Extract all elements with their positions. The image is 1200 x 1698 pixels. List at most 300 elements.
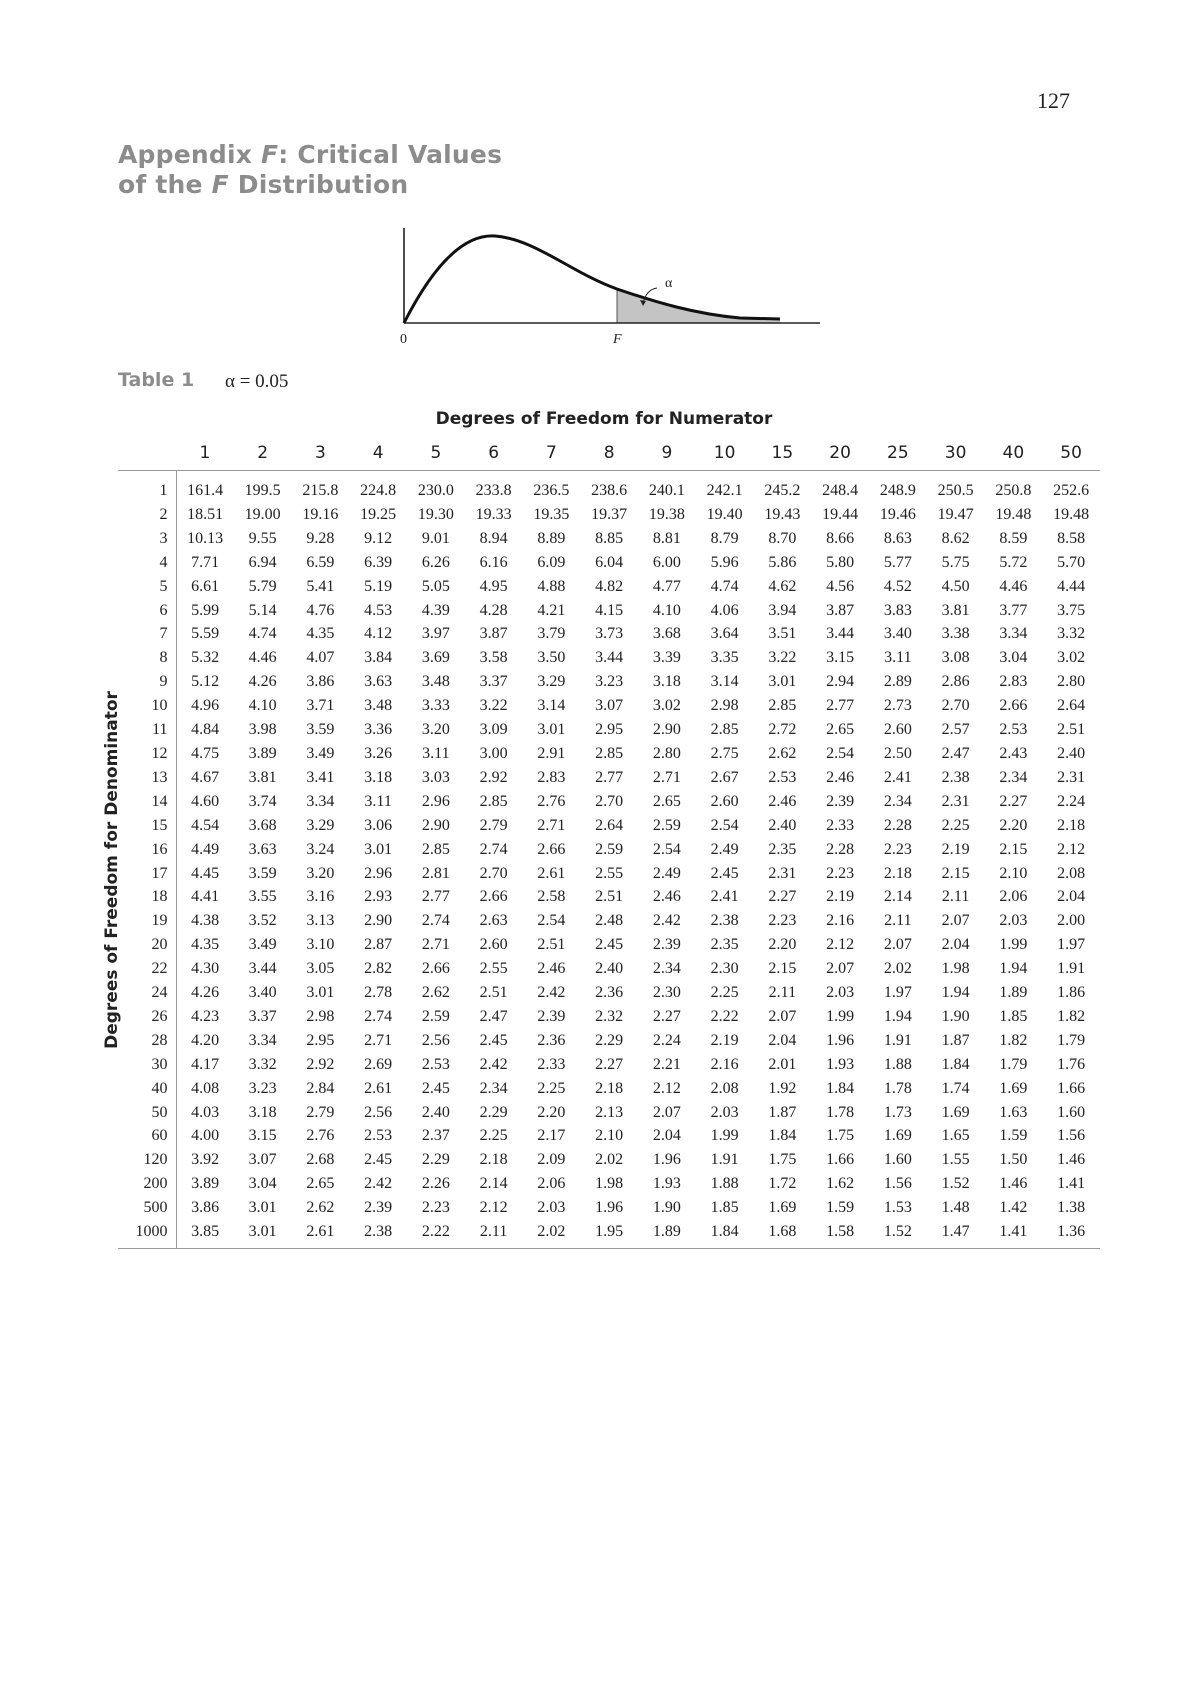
table-cell: 1.53	[883, 1199, 912, 1217]
table-cell: 19.47	[937, 505, 974, 523]
table-cell: 2.19	[941, 840, 970, 858]
table-cell: 2.01	[768, 1055, 797, 1073]
table-cell: 2.65	[826, 721, 855, 739]
table-cell: 4.10	[652, 601, 681, 619]
table-cell: 2.20	[768, 936, 797, 954]
f-distribution-figure	[395, 222, 825, 357]
table-cell: 2.71	[364, 1031, 393, 1049]
row-header-df: 7	[118, 622, 176, 646]
table-cell: 2.04	[768, 1031, 797, 1049]
table-cell: 2.34	[479, 1079, 508, 1097]
column-header-13: 30	[927, 436, 985, 471]
column-header-4: 5	[407, 436, 465, 471]
table-cell: 3.68	[652, 625, 681, 643]
table-cell: 1.78	[883, 1079, 912, 1097]
table-row	[118, 1196, 1100, 1220]
table-cell: 3.06	[364, 816, 393, 834]
row-header-df: 30	[118, 1053, 176, 1077]
table-cell: 4.23	[191, 1007, 220, 1025]
column-header-8: 9	[638, 436, 696, 471]
table-cell: 2.49	[710, 840, 739, 858]
table-cell: 2.51	[595, 888, 624, 906]
table-cell: 1.72	[768, 1175, 797, 1193]
table-cell: 1.87	[768, 1103, 797, 1121]
table-cell: 19.00	[244, 505, 281, 523]
table-cell: 2.14	[883, 888, 912, 906]
table-cell: 3.87	[479, 625, 508, 643]
table-cell: 2.72	[768, 721, 797, 739]
table-cell: 3.84	[364, 649, 393, 667]
table-cell: 3.63	[364, 673, 393, 691]
table-cell: 1.56	[1057, 1127, 1086, 1145]
table-cell: 2.66	[479, 888, 508, 906]
table-cell: 4.52	[883, 577, 912, 595]
table-cell: 9.28	[306, 529, 335, 547]
table-cell: 2.62	[421, 984, 450, 1002]
table-cell: 3.51	[768, 625, 797, 643]
table-cell: 2.70	[941, 697, 970, 715]
table-cell: 1.79	[1057, 1031, 1086, 1049]
table-cell: 4.35	[191, 936, 220, 954]
table-row	[118, 885, 1100, 909]
table-cell: 2.96	[421, 792, 450, 810]
column-header-10: 15	[754, 436, 812, 471]
table-cell: 3.64	[710, 625, 739, 643]
table-row	[118, 1124, 1100, 1148]
table-cell: 3.83	[883, 601, 912, 619]
table-cell: 2.45	[421, 1079, 450, 1097]
table-row	[118, 862, 1100, 886]
table-cell: 2.12	[652, 1079, 681, 1097]
row-header-df: 1000	[118, 1220, 176, 1248]
table-cell: 3.59	[248, 864, 277, 882]
table-cell: 1.68	[754, 1220, 812, 1248]
row-header-df: 60	[118, 1124, 176, 1148]
table-cell: 3.23	[248, 1079, 277, 1097]
row-header-df: 18	[118, 885, 176, 909]
table-cell: 2.77	[826, 697, 855, 715]
table-row	[118, 646, 1100, 670]
table-cell: 2.21	[652, 1055, 681, 1073]
table-cell: 2.24	[652, 1031, 681, 1049]
table-cell: 2.39	[826, 792, 855, 810]
table-cell: 245.2	[764, 482, 801, 499]
table-cell: 2.51	[1057, 721, 1086, 739]
table-cell: 4.39	[421, 601, 450, 619]
table-cell: 3.48	[421, 673, 450, 691]
table-cell: 1.50	[999, 1151, 1028, 1169]
table-cell: 2.60	[883, 721, 912, 739]
table-cell: 4.88	[537, 577, 566, 595]
table-cell: 2.33	[537, 1055, 566, 1073]
table-cell: 3.32	[1057, 625, 1086, 643]
table-cell: 1.59	[999, 1127, 1028, 1145]
alpha-symbol-label: α	[665, 276, 673, 291]
table-cell: 2.36	[595, 984, 624, 1002]
table-cell: 2.60	[710, 792, 739, 810]
table-cell: 5.99	[191, 601, 220, 619]
table-cell: 2.02	[595, 1151, 624, 1169]
table-cell: 2.50	[883, 744, 912, 762]
table-cell: 3.40	[248, 984, 277, 1002]
table-cell: 2.39	[652, 936, 681, 954]
row-header-df: 50	[118, 1101, 176, 1125]
table-cell: 2.27	[595, 1055, 624, 1073]
row-header-df: 1	[118, 471, 176, 503]
column-header-6: 7	[523, 436, 581, 471]
table-cell: 3.20	[306, 864, 335, 882]
table-cell: 4.08	[191, 1079, 220, 1097]
table-cell: 2.23	[883, 840, 912, 858]
table-cell: 1.75	[826, 1127, 855, 1145]
table-row	[118, 527, 1100, 551]
table-cell: 2.53	[999, 721, 1028, 739]
table-cell: 3.89	[248, 744, 277, 762]
table-cell: 1.84	[941, 1055, 970, 1073]
table-cell: 8.66	[826, 529, 855, 547]
title-line-1: Appendix F: Critical Values	[118, 140, 503, 169]
table-cell: 2.46	[652, 888, 681, 906]
table-cell: 1.82	[1057, 1007, 1086, 1025]
row-header-df: 12	[118, 742, 176, 766]
table-cell: 2.78	[364, 984, 393, 1002]
table-cell: 1.96	[652, 1151, 681, 1169]
table-cell: 2.07	[768, 1007, 797, 1025]
table-cell: 2.11	[768, 984, 797, 1002]
column-header-0: 1	[176, 436, 234, 471]
row-header-df: 4	[118, 551, 176, 575]
table-cell: 6.09	[537, 553, 566, 571]
table-cell: 1.38	[1057, 1199, 1086, 1217]
table-cell: 2.06	[999, 888, 1028, 906]
table-cell: 2.30	[710, 960, 739, 978]
table-cell: 1.90	[652, 1199, 681, 1217]
table-cell: 1.82	[999, 1031, 1028, 1049]
table-cell: 1.47	[927, 1220, 985, 1248]
table-cell: 1.96	[595, 1199, 624, 1217]
table-cell: 4.46	[248, 649, 277, 667]
table-cell: 2.55	[479, 960, 508, 978]
table-cell: 2.68	[306, 1151, 335, 1169]
table-cell: 2.90	[652, 721, 681, 739]
table-cell: 2.85	[479, 792, 508, 810]
table-cell: 2.02	[883, 960, 912, 978]
table-cell: 2.53	[421, 1055, 450, 1073]
table-cell: 2.22	[407, 1220, 465, 1248]
table-cell: 2.81	[421, 864, 450, 882]
row-header-df: 2	[118, 503, 176, 527]
table-cell: 2.46	[537, 960, 566, 978]
table-cell: 236.5	[533, 482, 570, 499]
table-cell: 2.93	[364, 888, 393, 906]
table-cell: 2.46	[768, 792, 797, 810]
table-cell: 4.26	[248, 673, 277, 691]
table-cell: 2.83	[537, 768, 566, 786]
table-cell: 3.59	[306, 721, 335, 739]
table-cell: 2.03	[537, 1199, 566, 1217]
table-cell: 1.76	[1057, 1055, 1086, 1073]
table-cell: 4.45	[191, 864, 220, 882]
table-cell: 6.16	[479, 553, 508, 571]
table-cell: 2.94	[826, 673, 855, 691]
table-cell: 3.18	[248, 1103, 277, 1121]
table-cell: 3.69	[421, 649, 450, 667]
table-cell: 2.42	[479, 1055, 508, 1073]
table-cell: 19.40	[706, 505, 743, 523]
table-cell: 3.01	[537, 721, 566, 739]
table-cell: 5.80	[826, 553, 855, 571]
row-header-df: 20	[118, 933, 176, 957]
table-cell: 5.96	[710, 553, 739, 571]
table-cell: 19.46	[879, 505, 916, 523]
table-cell: 2.38	[941, 768, 970, 786]
table-cell: 2.37	[421, 1127, 450, 1145]
table-cell: 2.85	[768, 697, 797, 715]
table-cell: 5.14	[248, 601, 277, 619]
table-header	[118, 436, 1100, 471]
table-cell: 2.03	[999, 912, 1028, 930]
table-cell: 2.23	[768, 912, 797, 930]
table-cell: 1.55	[941, 1151, 970, 1169]
table-cell: 1.99	[826, 1007, 855, 1025]
table-cell: 4.28	[479, 601, 508, 619]
table-cell: 2.98	[710, 697, 739, 715]
table-cell: 4.56	[826, 577, 855, 595]
table-cell: 3.34	[248, 1031, 277, 1049]
table-cell: 2.00	[1057, 912, 1086, 930]
table-cell: 3.87	[826, 601, 855, 619]
table-cell: 6.94	[248, 553, 277, 571]
table-row	[118, 814, 1100, 838]
table-cell: 5.79	[248, 577, 277, 595]
table-cell: 5.12	[191, 673, 220, 691]
table-cell: 2.39	[537, 1007, 566, 1025]
table-cell: 7.71	[191, 553, 220, 571]
row-header-df: 14	[118, 790, 176, 814]
table-cell: 8.94	[479, 529, 508, 547]
table-cell: 5.41	[306, 577, 335, 595]
table-cell: 2.03	[710, 1103, 739, 1121]
table-body	[118, 471, 1100, 1249]
table-cell: 233.8	[475, 482, 512, 499]
table-cell: 19.30	[417, 505, 454, 523]
table-cell: 2.12	[826, 936, 855, 954]
table-cell: 2.06	[537, 1175, 566, 1193]
table-cell: 3.11	[884, 649, 912, 667]
table-cell: 2.70	[479, 864, 508, 882]
table-cell: 4.03	[191, 1103, 220, 1121]
table-cell: 1.60	[1057, 1103, 1086, 1121]
table-cell: 9.55	[248, 529, 277, 547]
table-cell: 2.74	[479, 840, 508, 858]
table-cell: 3.11	[422, 744, 450, 762]
table-cell: 2.25	[479, 1127, 508, 1145]
table-cell: 2.69	[364, 1055, 393, 1073]
f-value-label: F	[613, 332, 622, 347]
table-cell: 2.31	[1057, 768, 1086, 786]
table-cell: 4.06	[710, 601, 739, 619]
row-header-df: 17	[118, 862, 176, 886]
table-cell: 3.55	[248, 888, 277, 906]
table-row	[118, 1077, 1100, 1101]
table-row	[118, 670, 1100, 694]
row-header-df: 15	[118, 814, 176, 838]
table-cell: 2.53	[364, 1127, 393, 1145]
table-row	[118, 551, 1100, 575]
table-cell: 2.31	[941, 792, 970, 810]
table-cell: 4.62	[768, 577, 797, 595]
table-cell: 3.73	[595, 625, 624, 643]
table-cell: 2.16	[826, 912, 855, 930]
table-cell: 1.56	[883, 1175, 912, 1193]
table-cell: 2.71	[652, 768, 681, 786]
table-cell: 230.0	[417, 482, 454, 499]
table-cell: 2.35	[768, 840, 797, 858]
table-cell: 3.18	[364, 768, 393, 786]
table-cell: 4.35	[306, 625, 335, 643]
row-header-df: 19	[118, 909, 176, 933]
table-cell: 2.54	[826, 744, 855, 762]
table-cell: 3.05	[306, 960, 335, 978]
table-cell: 3.13	[306, 912, 335, 930]
table-cell: 2.18	[883, 864, 912, 882]
table-cell: 2.60	[479, 936, 508, 954]
table-cell: 8.85	[595, 529, 624, 547]
table-cell: 1.58	[811, 1220, 869, 1248]
table-cell: 2.61	[537, 864, 566, 882]
table-cell: 4.41	[191, 888, 220, 906]
table-cell: 2.61	[292, 1220, 350, 1248]
table-cell: 3.77	[999, 601, 1028, 619]
table-cell: 2.85	[421, 840, 450, 858]
table-cell: 2.40	[1057, 744, 1086, 762]
table-cell: 3.94	[768, 601, 797, 619]
table-cell: 4.07	[306, 649, 335, 667]
table-cell: 2.27	[999, 792, 1028, 810]
denominator-heading: Degrees of Freedom for Denominator	[102, 691, 122, 1049]
table-cell: 5.32	[191, 649, 220, 667]
table-cell: 2.39	[364, 1199, 393, 1217]
table-cell: 1.98	[941, 960, 970, 978]
table-cell: 1.86	[1057, 984, 1086, 1002]
table-cell: 3.97	[421, 625, 450, 643]
table-cell: 4.77	[652, 577, 681, 595]
appendix-title	[118, 140, 502, 200]
table-cell: 2.12	[1057, 840, 1086, 858]
f-critical-values-table	[118, 436, 1100, 1249]
table-cell: 3.01	[248, 1199, 277, 1217]
table-cell: 3.01	[306, 984, 335, 1002]
table-cell: 1.41	[1057, 1175, 1086, 1193]
table-cell: 2.12	[479, 1199, 508, 1217]
table-cell: 6.26	[421, 553, 450, 571]
table-cell: 4.46	[999, 577, 1028, 595]
table-row	[118, 981, 1100, 1005]
table-cell: 1.91	[710, 1151, 739, 1169]
column-header-9: 10	[696, 436, 754, 471]
table-cell: 2.42	[537, 984, 566, 1002]
table-cell: 2.62	[306, 1199, 335, 1217]
table-cell: 1.98	[595, 1175, 624, 1193]
table-cell: 2.87	[364, 936, 393, 954]
table-cell: 2.59	[595, 840, 624, 858]
table-cell: 3.04	[248, 1175, 277, 1193]
table-cell: 3.34	[999, 625, 1028, 643]
table-cell: 2.07	[652, 1103, 681, 1121]
table-cell: 3.03	[421, 768, 450, 786]
row-header-df: 24	[118, 981, 176, 1005]
table-cell: 2.74	[364, 1007, 393, 1025]
table-cell: 2.96	[364, 864, 393, 882]
table-cell: 3.01	[234, 1220, 292, 1248]
table-cell: 2.31	[768, 864, 797, 882]
table-cell: 1.69	[883, 1127, 912, 1145]
table-row	[118, 503, 1100, 527]
table-cell: 2.85	[595, 744, 624, 762]
table-cell: 1.46	[1057, 1151, 1086, 1169]
table-cell: 2.35	[710, 936, 739, 954]
table-cell: 3.01	[768, 673, 797, 691]
table-cell: 2.95	[595, 721, 624, 739]
table-cell: 242.1	[706, 482, 743, 499]
table-cell: 2.11	[884, 912, 912, 930]
table-cell: 2.65	[306, 1175, 335, 1193]
table-cell: 4.96	[191, 697, 220, 715]
row-header-df: 10	[118, 694, 176, 718]
column-header-3: 4	[349, 436, 407, 471]
table-cell: 4.74	[248, 625, 277, 643]
table-cell: 2.77	[421, 888, 450, 906]
table-cell: 1.91	[883, 1031, 912, 1049]
table-cell: 2.27	[768, 888, 797, 906]
table-cell: 1.88	[883, 1055, 912, 1073]
table-row	[118, 1220, 1100, 1248]
table-cell: 8.63	[883, 529, 912, 547]
table-cell: 8.70	[768, 529, 797, 547]
table-row	[118, 575, 1100, 599]
table-cell: 2.98	[306, 1007, 335, 1025]
table-cell: 2.76	[306, 1127, 335, 1145]
table-cell: 1.78	[826, 1103, 855, 1121]
table-cell: 19.35	[533, 505, 570, 523]
table-cell: 3.39	[652, 649, 681, 667]
column-header-14: 40	[985, 436, 1043, 471]
table-cell: 238.6	[591, 482, 628, 499]
table-cell: 3.36	[364, 721, 393, 739]
table-cell: 3.37	[479, 673, 508, 691]
row-header-df: 5	[118, 575, 176, 599]
table-cell: 8.81	[652, 529, 681, 547]
table-cell: 1.63	[999, 1103, 1028, 1121]
table-cell: 3.98	[248, 721, 277, 739]
table-cell: 1.52	[869, 1220, 927, 1248]
table-cell: 224.8	[360, 482, 397, 499]
table-cell: 2.74	[421, 912, 450, 930]
table-cell: 3.37	[248, 1007, 277, 1025]
table-cell: 4.20	[191, 1031, 220, 1049]
table-cell: 1.60	[883, 1151, 912, 1169]
table-cell: 2.20	[999, 816, 1028, 834]
table-cell: 4.15	[595, 601, 624, 619]
table-cell: 9.12	[364, 529, 393, 547]
table-cell: 2.38	[710, 912, 739, 930]
table-cell: 3.07	[248, 1151, 277, 1169]
column-header-15: 50	[1042, 436, 1100, 471]
row-header-df: 500	[118, 1196, 176, 1220]
table-cell: 19.25	[360, 505, 397, 523]
table-cell: 2.25	[941, 816, 970, 834]
table-cell: 2.25	[710, 984, 739, 1002]
